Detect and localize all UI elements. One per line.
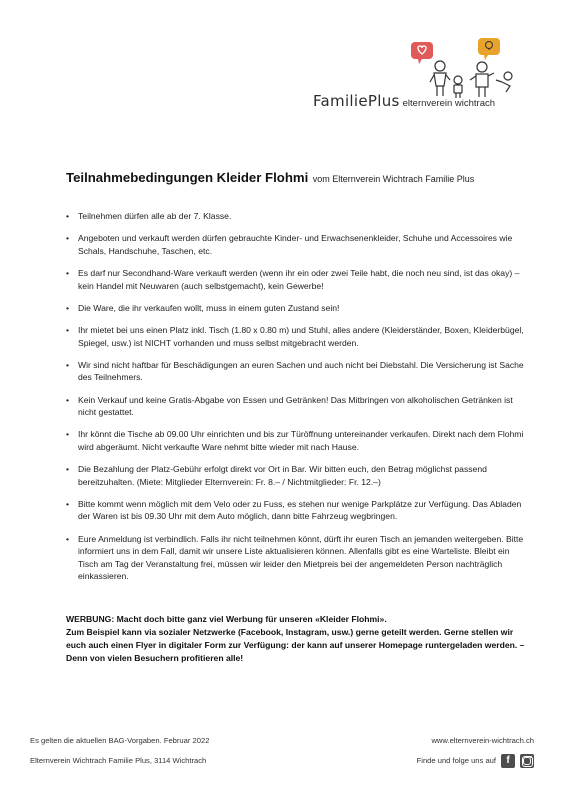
logo-wordmark xyxy=(313,92,495,111)
rule-item: • Bitte kommt wenn möglich mit dem Velo oder zu Fuss, es stehen nur wenige Parkplätze zur Verfügung. Das Abladen der Waren ist bis 09.30 Uhr mit dem Auto möglich, dann bitte Fahrzeug wegbringen. xyxy=(66,498,526,523)
brand-subtitle: elternverein wichtrach xyxy=(402,98,496,109)
promotion-section xyxy=(66,613,526,665)
rule-item: • Ihr mietet bei uns einen Platz inkl. Tisch (1.80 x 0.80 m) und Stuhl, alles andere (Kleiderständer, Boxen, Kleiderbügel, Spiegel, usw.) ist NICHT vorhanden und muss selbst mitgebracht werden. xyxy=(66,324,526,349)
document-title: Teilnahmebedingungen Kleider Flohmi xyxy=(66,170,309,185)
website-link[interactable]: www.elternverein-wichtrach.ch xyxy=(431,736,534,745)
rule-item: • Es darf nur Secondhand-Ware verkauft werden (wenn ihr ein oder zwei Teile habt, die noch neu sind, ist das okay) – kein Handel mit Neuwaren (auch selbstgemacht), kein Gewerbe! xyxy=(66,267,526,292)
footer-address: Elternverein Wichtrach Familie Plus, 3114 Wichtrach xyxy=(30,756,207,765)
facebook-icon[interactable]: f xyxy=(501,754,515,768)
footer-left xyxy=(30,731,209,771)
rules-list xyxy=(66,210,526,593)
document-title-row xyxy=(66,169,536,187)
instagram-icon[interactable] xyxy=(520,754,534,768)
rule-item: • Ihr könnt die Tische ab 09.00 Uhr einrichten und bis zur Türöffnung untereinander verkaufen. Direkt nach dem Flohmi wird abgeräumt. Nicht verkaufte Ware nehmt bitte wieder mit nach Hause. xyxy=(66,428,526,453)
brand-name: FamiliePlus xyxy=(313,92,400,110)
rule-item: • Angeboten und verkauft werden dürfen gebrauchte Kinder- und Erwachsenenkleider, Schuhe und Accessoires wie Schals, Handschuhe, Taschen, etc. xyxy=(66,232,526,257)
promo-headline: WERBUNG: Macht doch bitte ganz viel Werbung für unseren «Kleider Flohmi». xyxy=(66,614,387,624)
footer-right xyxy=(417,731,534,771)
rule-item: • Teilnehmen dürfen alle ab der 7. Klasse. xyxy=(66,210,526,223)
rule-item: • Die Bezahlung der Platz-Gebühr erfolgt direkt vor Ort in Bar. Wir bitten euch, den Betrag möglichst passend bereitzuhalten. (Miete: Mitglieder Elternverein: Fr. 8.– / Nichtmitglieder: Fr. 12.–) xyxy=(66,463,526,488)
promo-body: Zum Beispiel kann via sozialer Netzwerke (Facebook, Instagram, usw.) gerne geteilt werden. Gerne stellen wir euch auch einen Flyer in digitaler Form zur Verfügung: der kann auf unserer Homepage runtergeladen werden. – Denn von vielen Besuchern profitieren alle! xyxy=(66,627,525,663)
rule-item: • Kein Verkauf und keine Gratis-Abgabe von Essen und Getränken! Das Mitbringen von alkoholischen Getränken ist nicht gestattet. xyxy=(66,394,526,419)
rule-item: • Die Ware, die ihr verkaufen wollt, muss in einem guten Zustand sein! xyxy=(66,302,526,315)
rule-item: • Wir sind nicht haftbar für Beschädigungen an euren Sachen und auch nicht bei Diebstahl. Die Versicherung ist Sache des Teilnehmers. xyxy=(66,359,526,384)
follow-label: Finde und folge uns auf xyxy=(416,756,496,765)
social-row xyxy=(417,751,534,771)
document-subtitle: vom Elternverein Wichtrach Familie Plus xyxy=(312,174,475,184)
rule-item: • Eure Anmeldung ist verbindlich. Falls ihr nicht teilnehmen könnt, dürft ihr euren Tisch an jemanden weitergeben. Bitte informiert uns in dem Fall, damit wir unsere Liste aktualisieren können. Allenfalls gibt es eine Warteliste. Bleibt ein Tisch am Tag der Veranstaltung frei, müssen wir leider den Mietpreis bei der angemeldeten Person nachträglich einkassieren. xyxy=(66,533,526,583)
bag-note: Es gelten die aktuellen BAG-Vorgaben. Februar 2022 xyxy=(30,736,210,745)
